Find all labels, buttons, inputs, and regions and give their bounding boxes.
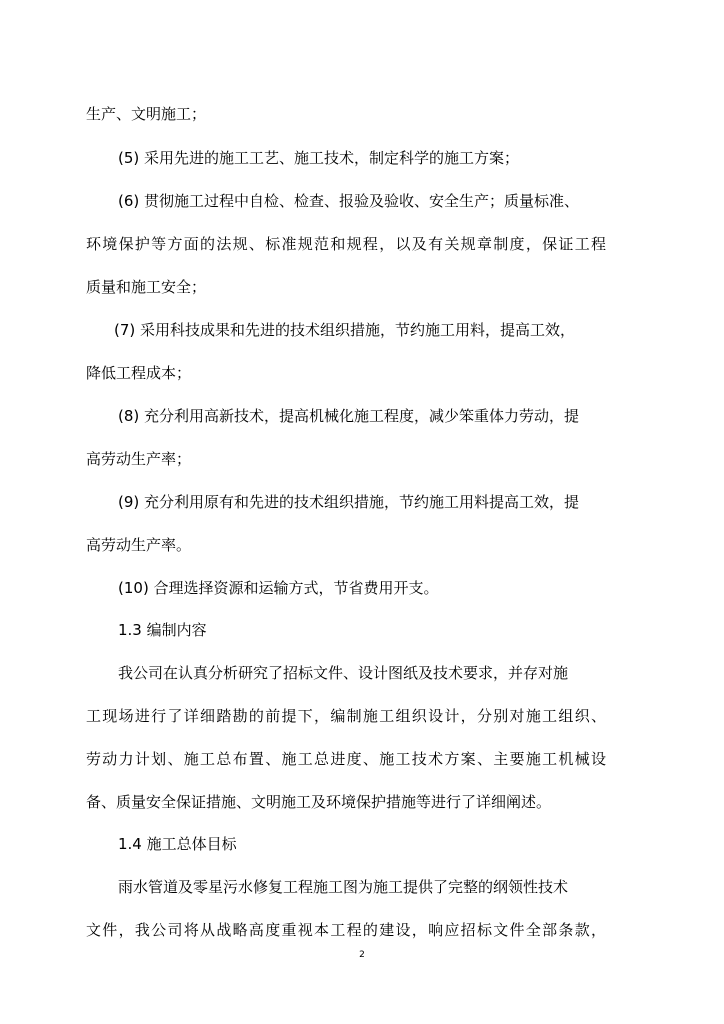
text-line: 环境保护等方面的法规、标准规范和规程，以及有关规章制度，保证工程 bbox=[86, 235, 606, 253]
section-heading-1-4: 1.4 施工总体目标 bbox=[118, 835, 237, 853]
paragraph-line: 雨水管道及零星污水修复工程施工图为施工提供了完整的纲领性技术 bbox=[118, 878, 569, 896]
paragraph-line: 备、质量安全保证措施、文明施工及环境保护措施等进行了详细阐述。 bbox=[86, 793, 552, 811]
paragraph-line: 我公司在认真分析研究了招标文件、设计图纸及技术要求，并存对施 bbox=[118, 664, 569, 682]
page-number: 2 bbox=[359, 950, 365, 960]
paragraph-line: 文件，我公司将从战略高度重视本工程的建设，响应招标文件全部条款， bbox=[86, 921, 606, 939]
paragraph-line: 劳动力计划、施工总布置、施工总进度、施工技术方案、主要施工机械设 bbox=[86, 750, 606, 768]
text-line: 质量和施工安全； bbox=[86, 278, 207, 296]
list-item-9: (9) 充分利用原有和先进的技术组织措施，节约施工用料提高工效，提 bbox=[118, 493, 580, 511]
text-line: 生产、文明施工； bbox=[86, 105, 207, 123]
text-line: 降低工程成本； bbox=[86, 364, 192, 382]
paragraph-line: 工现场进行了详细踏勘的前提下，编制施工组织设计，分别对施工组织、 bbox=[86, 707, 606, 725]
list-item-7: (7) 采用科技成果和先进的技术组织措施，节约施工用料，提高工效， bbox=[114, 321, 576, 339]
text-line: 高劳动生产率； bbox=[86, 450, 192, 468]
text-line: 高劳动生产率。 bbox=[86, 536, 192, 554]
list-item-6: (6) 贯彻施工过程中自检、检查、报验及验收、安全生产；质量标准、 bbox=[118, 192, 580, 210]
section-heading-1-3: 1.3 编制内容 bbox=[118, 621, 207, 639]
list-item-10: (10) 合理选择资源和运输方式，节省费用开支。 bbox=[118, 579, 439, 597]
list-item-8: (8) 充分利用高新技术，提高机械化施工程度，减少笨重体力劳动，提 bbox=[118, 407, 580, 425]
list-item-5: (5) 采用先进的施工工艺、施工技术，制定科学的施工方案； bbox=[118, 149, 520, 167]
